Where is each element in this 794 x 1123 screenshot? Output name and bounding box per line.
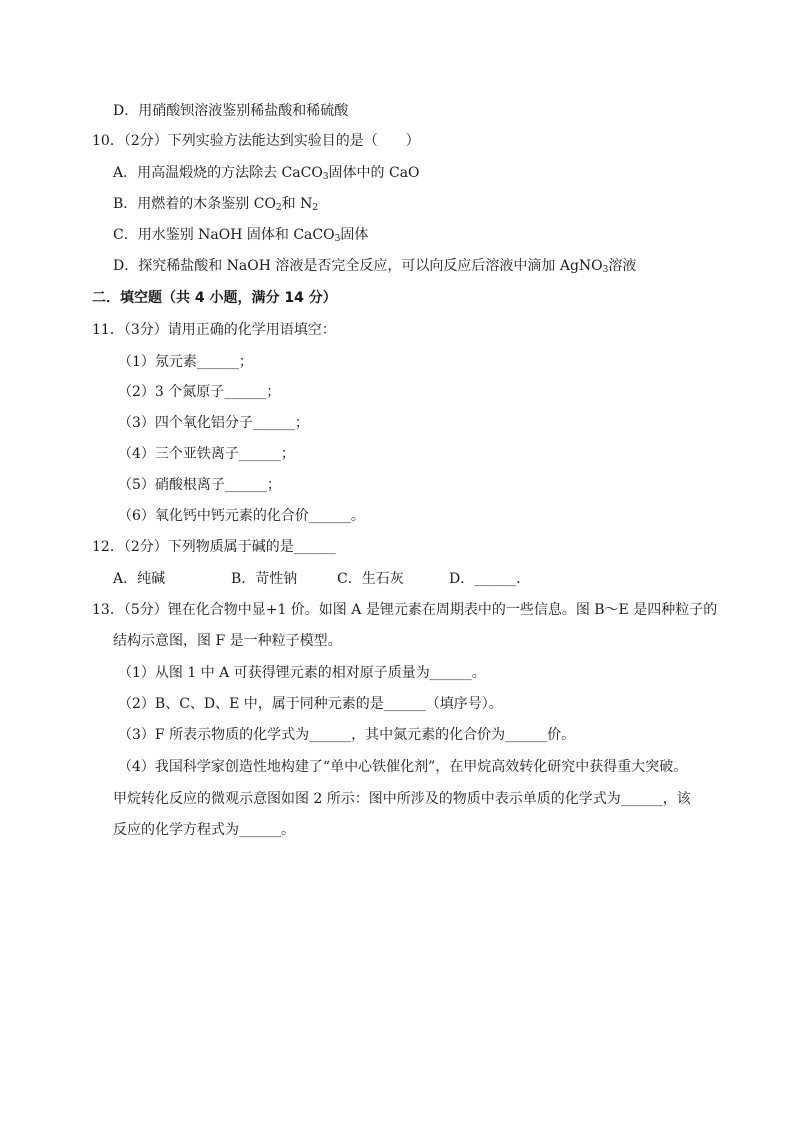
q13-item-3: （3）F 所表示物质的化学式为______，其中氮元素的化合价为______价。 xyxy=(118,727,576,743)
q13-item-4-line3: 反应的化学方程式为______。 xyxy=(113,822,295,838)
q12-options xyxy=(113,569,530,589)
q11-item-6: （6）氧化钙中钙元素的化合价______。 xyxy=(118,508,365,524)
q12-stem: 12．（2分）下列物质属于碱的是______ xyxy=(92,539,336,555)
q12-option-c: C．生石灰 xyxy=(337,571,404,587)
q10-option-a: A．用高温煅烧的方法除去 CaCO$_3$固体中的 CaO xyxy=(113,165,420,182)
q12-option-b: B．苛性钠 xyxy=(231,571,298,587)
q11-item-5: （5）硝酸根离子______； xyxy=(118,477,281,493)
q13-stem-line1: 13．（5分）锂在化合物中显+1 价。如图 A 是锂元素在周期表中的一些信息。图 B～E 是四种粒子的 xyxy=(92,602,718,618)
q11-item-2: （2）3 个氮原子______； xyxy=(118,384,281,400)
q10-option-c: C．用水鉴别 NaOH 固体和 CaCO$_3$固体 xyxy=(113,227,369,244)
q13-item-4-line2: 甲烷转化反应的微观示意图如图 2 所示：图中所涉及的物质中表示单质的化学式为______，该 xyxy=(113,791,691,807)
q10-option-b: B．用燃着的木条鉴别 $CO_2$和 $N_2$ xyxy=(113,196,319,213)
q12-option-d: D．______． xyxy=(449,571,531,587)
q11-item-1: （1）氖元素______； xyxy=(118,354,253,370)
q11-stem: 11．（3分）请用正确的化学用语填空： xyxy=(92,322,336,338)
q13-stem-line2: 结构示意图，图 F 是一种粒子模型。 xyxy=(113,633,342,649)
q13-item-2: （2）B、C、D、E 中，属于同种元素的是______（填序号）。 xyxy=(118,696,503,712)
q11-item-3: （3）四个氧化铝分子______； xyxy=(118,415,309,431)
q10-option-d: D．探究稀盐酸和 NaOH 溶液是否完全反应，可以向反应后溶液中滴加 AgNO$_3$溶液 xyxy=(113,258,637,275)
q9-option-d: D．用硝酸钡溶液鉴别稀盐酸和稀硫酸 xyxy=(113,103,349,119)
q13-item-4-line1: （4）我国科学家创造性地构建了“单中心铁催化剂”，在甲烷高效转化研究中获得重大突破。 xyxy=(118,759,688,775)
q10-stem: 10．（2分）下列实验方法能达到实验目的是（ ） xyxy=(92,133,420,149)
q11-item-4: （4）三个亚铁离子______； xyxy=(118,446,295,462)
q13-item-1: （1）从图 1 中 A 可获得锂元素的相对原子质量为______。 xyxy=(118,665,486,681)
q12-option-a: A．纯碱 xyxy=(113,571,166,587)
section-title: 二．填空题（共 4 小题，满分 14 分） xyxy=(92,290,337,306)
